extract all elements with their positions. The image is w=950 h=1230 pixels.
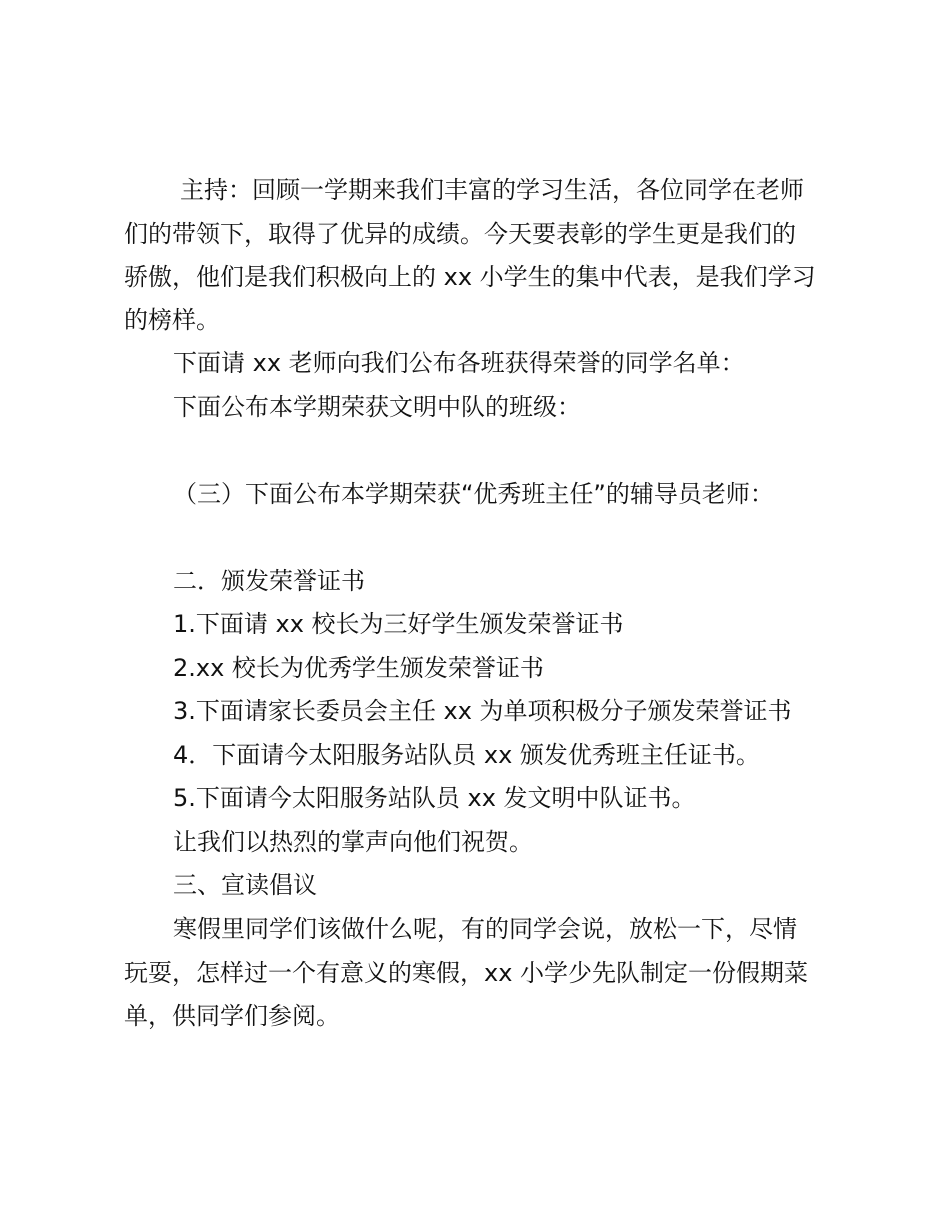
list-item-2: 2.xx 校长为优秀学生颁发荣誉证书 [173,654,544,682]
paragraph-host-line-1: 主持：回顾一学期来我们丰富的学习生活，各位同学在老师 [180,176,804,204]
list-item-4: 4．下面请今太阳服务站队员 xx 颁发优秀班主任证书。 [173,741,760,769]
paragraph-winter-line-2: 玩耍，怎样过一个有意义的寒假，xx 小学少先队制定一份假期菜 [124,959,809,987]
section-heading-certificates: 二．颁发荣誉证书 [173,567,365,595]
section-heading-proposal: 三、宣读倡议 [173,871,317,899]
paragraph-host-line-3: 骄傲，他们是我们积极向上的 xx 小学生的集中代表，是我们学习 [124,263,816,291]
list-item-1: 1.下面请 xx 校长为三好学生颁发荣誉证书 [173,610,624,638]
applause-line: 让我们以热烈的掌声向他们祝贺。 [173,828,533,856]
list-item-5: 5.下面请今太阳服务站队员 xx 发文明中队证书。 [173,784,696,812]
list-item-3: 3.下面请家长委员会主任 xx 为单项积极分子颁发荣誉证书 [173,697,792,725]
announce-class-line: 下面公布本学期荣获文明中队的班级： [173,393,581,421]
paragraph-winter-line-1: 寒假里同学们该做什么呢，有的同学会说，放松一下，尽情 [173,915,797,943]
announce-teacher-line: （三）下面公布本学期荣获“优秀班主任”的辅导员老师： [173,480,774,508]
paragraph-winter-line-3: 单，供同学们参阅。 [124,1002,340,1030]
announce-list-line: 下面请 xx 老师向我们公布各班获得荣誉的同学名单： [173,349,745,377]
paragraph-host-line-2: 们的带领下，取得了优异的成绩。今天要表彰的学生更是我们的 [124,220,796,248]
paragraph-host-line-4: 的榜样。 [124,306,220,334]
